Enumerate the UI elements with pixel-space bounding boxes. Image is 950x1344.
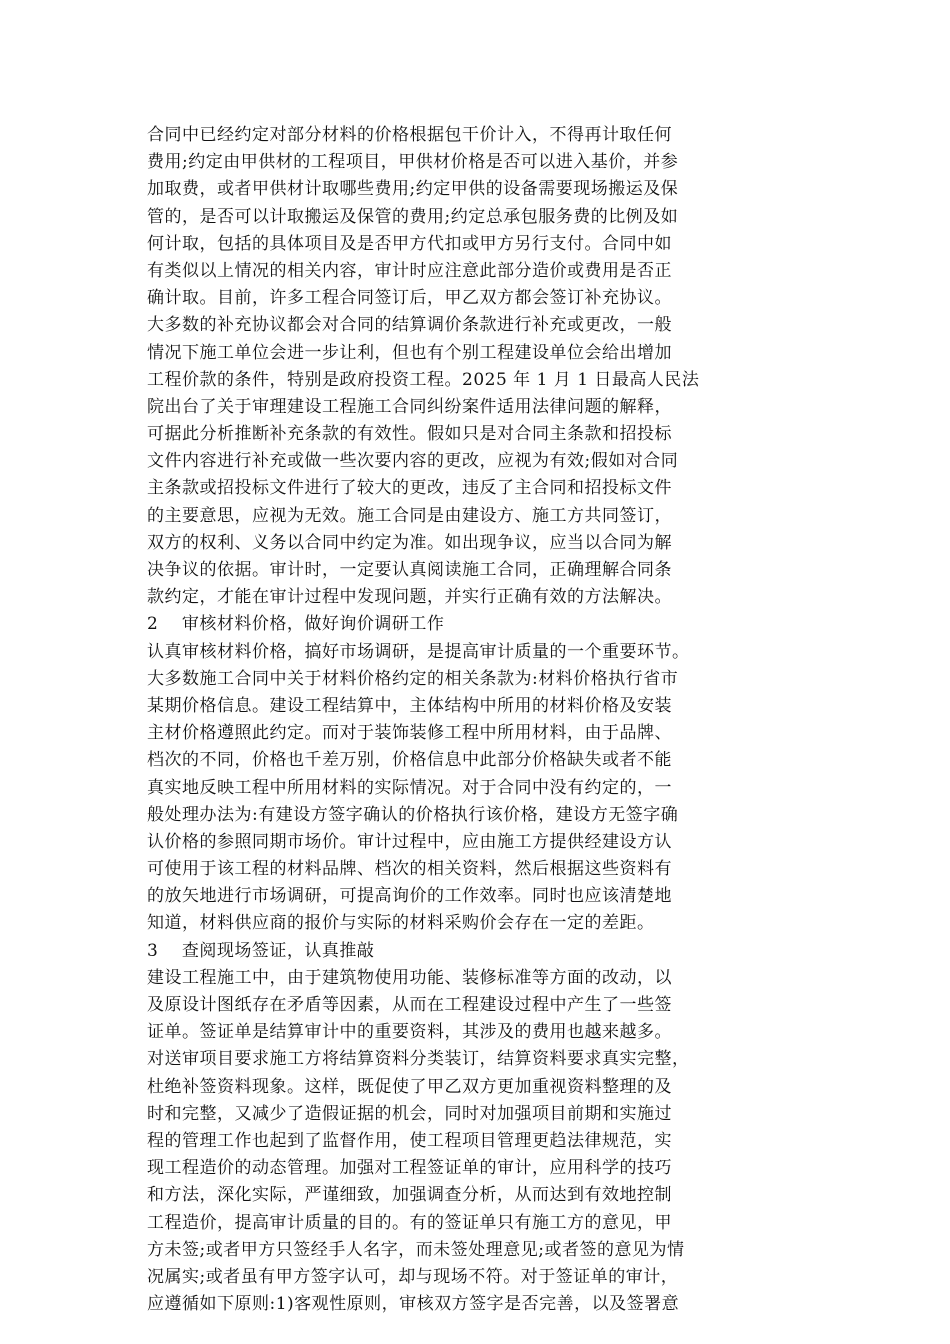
document-body	[147, 122, 807, 1318]
text-line: 及原设计图纸存在矛盾等因素，从而在工程建设过程中产生了一些签	[147, 995, 672, 1015]
section-heading-2: 2 审核材料价格，做好询价调研工作	[147, 614, 445, 635]
text-line: 主材价格遵照此约定。而对于装饰装修工程中所用材料，由于品牌、	[147, 723, 672, 744]
text-line: 程的管理工作也起到了监督作用，使工程项目管理更趋法律规范，实	[147, 1130, 672, 1151]
text-line: 加取费，或者甲供材计取哪些费用;约定甲供的设备需要现场搬运及保	[147, 179, 679, 200]
section1-paragraph	[147, 122, 807, 611]
section2-paragraph	[147, 639, 807, 938]
text-line: 建设工程施工中，由于建筑物使用功能、装修标准等方面的改动，以	[147, 967, 672, 988]
text-line: 认价格的参照同期市场价。审计过程中，应由施工方提供经建设方认	[147, 831, 672, 852]
text-line: 决争议的依据。审计时，一定要认真阅读施工合同，正确理解合同条	[147, 560, 672, 580]
text-line: 可据此分析推断补充条款的有效性。假如只是对合同主条款和招投标	[147, 424, 672, 445]
section-heading-3: 3 查阅现场签证，认真推敲	[147, 940, 375, 961]
text-line: 档次的不同，价格也千差万别，价格信息中此部分价格缺失或者不能	[147, 750, 672, 771]
text-line: 主条款或招投标文件进行了较大的更改，违反了主合同和招投标文件	[147, 478, 672, 499]
text-line: 和方法，深化实际，严谨细致，加强调查分析，从而达到有效地控制	[147, 1185, 672, 1206]
text-line: 有类似以上情况的相关内容，审计时应注意此部分造价或费用是否正	[147, 260, 672, 281]
text-line: 情况下施工单位会进一步让利，但也有个别工程建设单位会给出增加	[147, 342, 672, 363]
text-line: 方未签;或者甲方只签经手人名字，而未签处理意见;或者签的意见为情	[147, 1239, 685, 1260]
text-line: 大多数的补充协议都会对合同的结算调价条款进行补充或更改，一般	[147, 315, 672, 336]
text-line: 现工程造价的动态管理。加强对工程签证单的审计，应用科学的技巧	[147, 1158, 672, 1179]
section3-paragraph	[147, 965, 807, 1318]
text-line: 况属实;或者虽有甲方签字认可，却与现场不符。对于签证单的审计，	[147, 1266, 679, 1287]
text-line: 何计取，包括的具体项目及是否甲方代扣或甲方另行支付。合同中如	[147, 233, 672, 254]
text-line: 对送审项目要求施工方将结算资料分类装订，结算资料要求真实完整，	[147, 1049, 690, 1070]
text-line: 费用;约定由甲供材的工程项目，甲供材价格是否可以进入基价，并参	[147, 152, 679, 173]
text-line: 合同中已经约定对部分材料的价格根据包干价计入，不得再计取任何	[147, 125, 672, 145]
text-line: 文件内容进行补充或做一些次要内容的更改，应视为有效;假如对合同	[147, 451, 679, 472]
text-line: 般处理办法为:有建设方签字确认的价格执行该价格，建设方无签字确	[147, 804, 679, 825]
text-line: 杜绝补签资料现象。这样，既促使了甲乙双方更加重视资料整理的及	[147, 1076, 672, 1097]
text-line: 双方的权利、义务以合同中约定为准。如出现争议，应当以合同为解	[147, 532, 672, 553]
text-line: 认真审核材料价格，搞好市场调研，是提高审计质量的一个重要环节。	[147, 641, 690, 662]
text-line: 真实地反映工程中所用材料的实际情况。对于合同中没有约定的，一	[147, 777, 672, 798]
text-line: 的主要意思，应视为无效。施工合同是由建设方、施工方共同签订，	[147, 505, 672, 526]
text-line: 某期价格信息。建设工程结算中，主体结构中所用的材料价格及安装	[147, 695, 672, 716]
text-line: 可使用于该工程的材料品牌、档次的相关资料，然后根据这些资料有	[147, 859, 672, 880]
text-line: 时和完整，又减少了造假证据的机会，同时对加强项目前期和实施过	[147, 1103, 672, 1124]
text-line: 证单。签证单是结算审计中的重要资料，其涉及的费用也越来越多。	[147, 1022, 672, 1043]
text-line: 工程造价，提高审计质量的目的。有的签证单只有施工方的意见，甲	[147, 1212, 672, 1233]
text-line: 院出台了关于审理建设工程施工合同纠纷案件适用法律问题的解释，	[147, 396, 672, 417]
text-line: 款约定，才能在审计过程中发现问题，并实行正确有效的方法解决。	[147, 587, 672, 608]
text-line: 工程价款的条件，特别是政府投资工程。2025 年 1 月 1 日最高人民法	[147, 369, 700, 390]
text-line: 大多数施工合同中关于材料价格约定的相关条款为:材料价格执行省市	[147, 668, 679, 689]
text-line: 知道，材料供应商的报价与实际的材料采购价会存在一定的差距。	[147, 913, 655, 934]
text-line: 应遵循如下原则:1)客观性原则，审核双方签字是否完善，以及签署意	[147, 1294, 680, 1315]
text-line: 的放矢地进行市场调研，可提高询价的工作效率。同时也应该清楚地	[147, 886, 672, 907]
text-line: 确计取。目前，许多工程合同签订后，甲乙双方都会签订补充协议。	[147, 288, 672, 309]
text-line: 管的，是否可以计取搬运及保管的费用;约定总承包服务费的比例及如	[147, 206, 679, 227]
